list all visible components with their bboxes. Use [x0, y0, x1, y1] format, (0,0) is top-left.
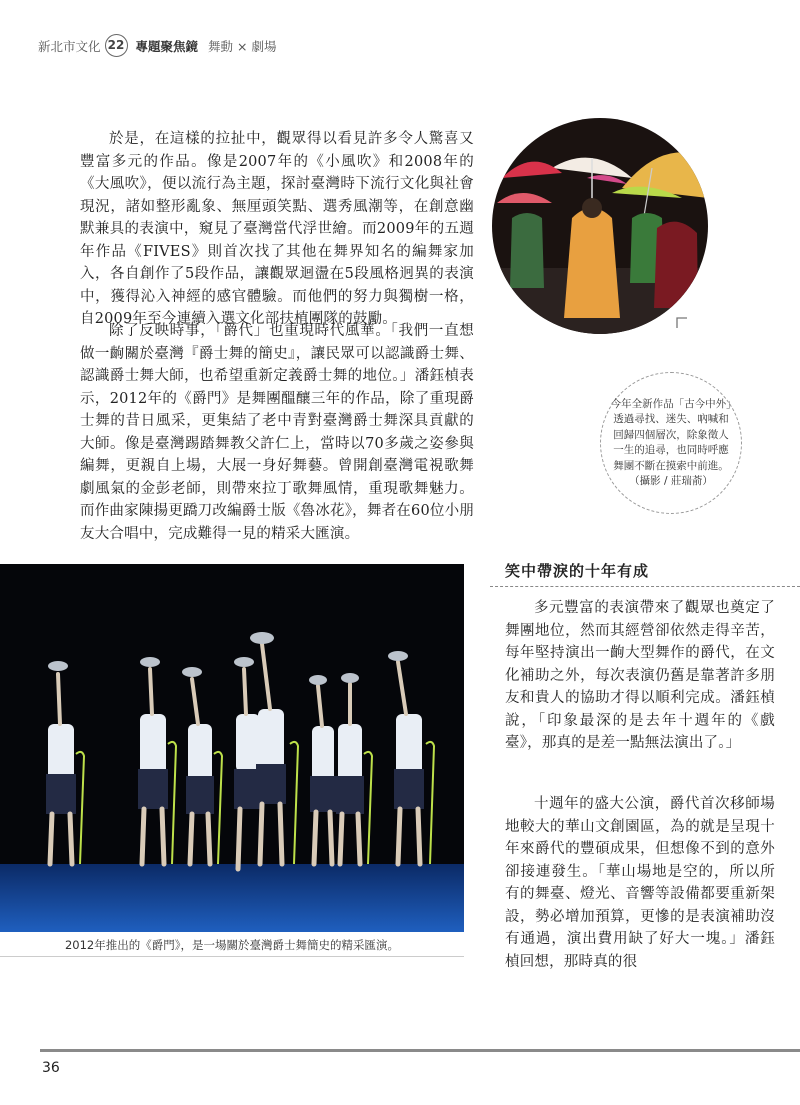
jazz-dance-stage-photo [0, 564, 464, 932]
body-paragraph-1: 於是，在這樣的拉扯中，觀眾得以看見許多令人驚喜又豐富多元的作品。像是2007年的《小風吹》和2008年的《大風吹》，便以流行為主題，探討臺灣時下流行文化與社會現況，諸如整形亂象、無厘頭笑點、選秀風潮等，在創意幽默兼具的表演中，窺見了臺灣當代浮世繪。而2009年的五週年作品《FIVES》則首次找了其他在舞界知名的編舞家加入，各自創作了5段作品，讓觀眾迴盪在5段風格迥異的表演中，獲得沁入神經的感官體驗。而他們的努力與獨樹一格，自2009年至今連續入選文化部扶植團隊的鼓勵。 [80, 131, 474, 327]
section-heading: 笑中帶淚的十年有成 [505, 562, 650, 580]
body-paragraph-2: 除了反映時事，「爵代」也重現時代風華。「我們一直想做一齣關於臺灣『爵士舞的簡史』，讓民眾可以認識爵士舞、認識爵士舞大師，也希望重新定義爵士舞的地位。」潘鈺楨表示，2012年的《爵門》是舞團醞釀三年的作品，除了重現爵士舞的昔日風采，更集結了老中青對臺灣爵士舞深具貢獻的大師。像是臺灣踢踏舞教父許仁上，當時以70多歲之姿參與編舞，更親自上場，大展一身好舞藝。曾開創臺灣電視歌舞劇風氣的金彭老師，則帶來拉丁歌舞風情，重現歌舞魅力。而作曲家陳揚更蹻刀改編爵士版《魯冰花》，舞者在60位小朋友大合唱中，完成難得一見的精采大匯演。 [80, 323, 474, 542]
caption-pointer-icon [675, 316, 689, 330]
photo-caption-text: 今年全新作品「古今中外」透過尋找、迷失、吶喊和回歸四個層次，除象徵人一生的追尋，也同時呼應舞團不斷在摸索中前進。（攝影 / 莊瑞萮） [610, 397, 732, 487]
page-number: 36 [42, 1060, 60, 1076]
magazine-name: 新北市文化 [38, 38, 101, 54]
body-paragraph-4: 十週年的盛大公演，爵代首次移師場地較大的華山文創園區，為的就是呈現十年來爵代的豐碩成果，但想像不到的意外卻接連發生。「華山場地是空的，所以所有的舞臺、燈光、音響等設備都要重新架設，勢必增加預算，更慘的是表演補助沒有通過，演出費用缺了好大一塊。」潘鈺楨回想，那時真的很 [505, 796, 775, 970]
section-subtitle: 舞動 × 劇場 [208, 38, 277, 54]
section-name: 專題聚焦鏡 [135, 38, 199, 54]
body-paragraph-3: 多元豐富的表演帶來了觀眾也奠定了舞團地位，然而其經營卻依然走得辛苦，每年堅持演出一齣大型舞作的爵代，在文化補助之外，每次表演仍舊是靠著許多朋友和貴人的協助才得以順利完成。潘鈺楨說，「印象最深的是去年十週年的《戲臺》，那真的是差一點無法演出了。」 [505, 600, 775, 751]
running-header [38, 34, 276, 57]
photo-caption-bubble [600, 372, 742, 514]
issue-number: 22 [105, 34, 128, 57]
stage-photo-caption: 2012年推出的《爵門》，是一場關於臺灣爵士舞簡史的精采匯演。 [0, 934, 464, 957]
footer-rule [40, 1049, 800, 1052]
umbrella-dance-photo [492, 118, 708, 334]
section-divider [490, 586, 800, 587]
